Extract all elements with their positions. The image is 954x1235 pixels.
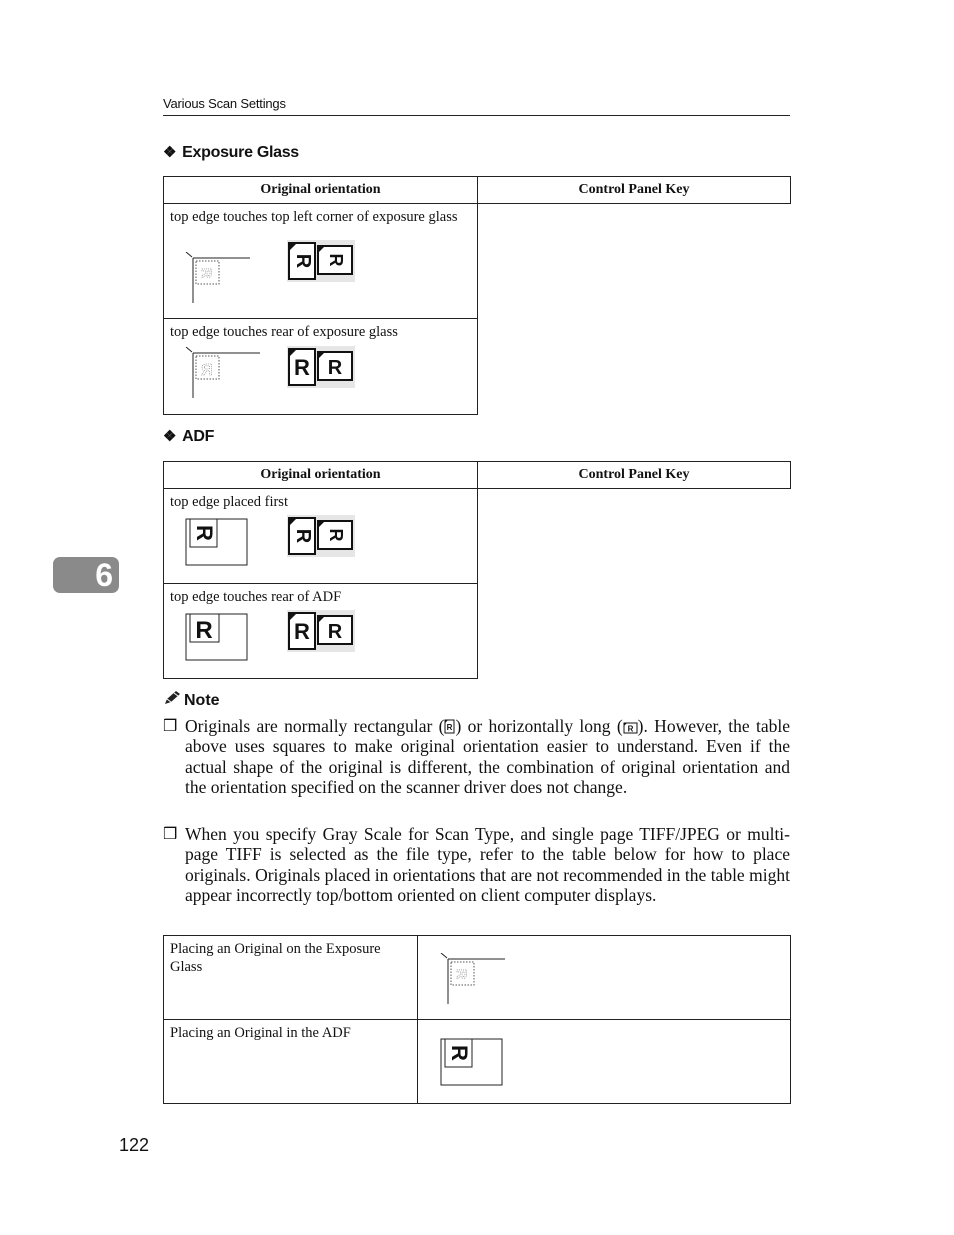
svg-text:R: R (327, 356, 342, 379)
placement-label: Placing an Original in the ADF (170, 1025, 351, 1041)
rotated-r-key-selected-icon[interactable] (287, 240, 355, 282)
running-header (163, 96, 790, 116)
col-header-control-panel-key: Control Panel Key (478, 462, 791, 489)
col-header-original-orientation: Original orientation (164, 177, 478, 204)
landscape-original-icon (623, 722, 638, 734)
orientation-description: top edge touches top left corner of exposure glass (170, 209, 458, 225)
adf-rotated-original-icon (185, 518, 249, 570)
svg-text:R: R (291, 528, 314, 544)
section-heading-exposure-glass: ❖ Exposure Glass (163, 144, 299, 161)
svg-text:R: R (199, 267, 215, 279)
section-heading-adf: ❖ ADF (163, 428, 215, 445)
placement-label: Placing an Original on the Exposure Glass (170, 941, 381, 975)
checkbox-bullet-icon: ❒ (163, 826, 178, 843)
col-header-control-panel-key: Control Panel Key (478, 177, 791, 204)
running-title: Various Scan Settings (163, 96, 286, 111)
svg-text:R: R (293, 619, 310, 644)
diamond-bullet-icon: ❖ (163, 428, 177, 445)
adf-rotated-original-icon (440, 1038, 504, 1090)
table-row (164, 489, 791, 584)
rotated-r-key-selected-icon[interactable] (287, 515, 355, 557)
upright-r-key-selected-icon[interactable] (287, 610, 355, 652)
svg-text:R: R (293, 354, 310, 380)
pencil-icon (163, 690, 181, 706)
svg-text:R: R (627, 724, 634, 734)
svg-text:R: R (195, 617, 213, 644)
svg-text:R: R (447, 1045, 472, 1061)
svg-text:R: R (291, 253, 314, 269)
glass-corner-rotated-original-icon (184, 252, 254, 304)
page-number: 122 (119, 1135, 150, 1155)
note-item: ❒ Originals are normally rectangular ( R ) or horizontally long ( R ). However, the table above uses squares to make original orientation easier to understand. Even if the actual shape of the original is different, the combination of original orientation and the orientation specified on the scanner driver does not change. (163, 716, 791, 797)
table-row (164, 204, 791, 319)
note-heading: Note (163, 690, 220, 710)
svg-text:R: R (447, 723, 453, 732)
orientation-description: top edge touches rear of ADF (170, 589, 342, 605)
svg-text:R: R (192, 525, 217, 541)
checkbox-bullet-icon: ❒ (163, 718, 178, 735)
svg-text:R: R (454, 968, 470, 980)
table-row (164, 1020, 791, 1104)
table-row (164, 936, 791, 1020)
col-header-original-orientation: Original orientation (164, 462, 478, 489)
orientation-description: top edge touches rear of exposure glass (170, 324, 398, 340)
upright-r-key-selected-icon[interactable] (287, 346, 355, 388)
adf-table (163, 461, 791, 679)
placement-table (163, 935, 791, 1104)
table-row (164, 319, 791, 415)
svg-text:R: R (327, 621, 342, 643)
svg-text:R: R (201, 362, 213, 379)
glass-corner-rotated-original-icon (439, 953, 509, 1005)
portrait-original-icon (444, 719, 455, 734)
exposure-glass-table (163, 176, 791, 415)
table-row (164, 584, 791, 679)
chapter-tab: 6 (53, 557, 119, 593)
adf-upright-original-icon (185, 613, 249, 665)
diamond-bullet-icon: ❖ (163, 144, 177, 161)
orientation-description: top edge placed first (170, 494, 288, 510)
svg-text:R: R (325, 528, 346, 542)
note-item: ❒ When you specify Gray Scale for Scan Type, and single page TIFF/JPEG or multi-page TIFF is selected as the file type, refer to the table below for how to place originals. Originals placed in orientations that are not recommended in the table might appear incorrectly top/bottom oriented on client computer displays. (163, 824, 790, 905)
glass-rear-upright-original-icon (184, 347, 264, 399)
svg-text:R: R (325, 253, 346, 267)
